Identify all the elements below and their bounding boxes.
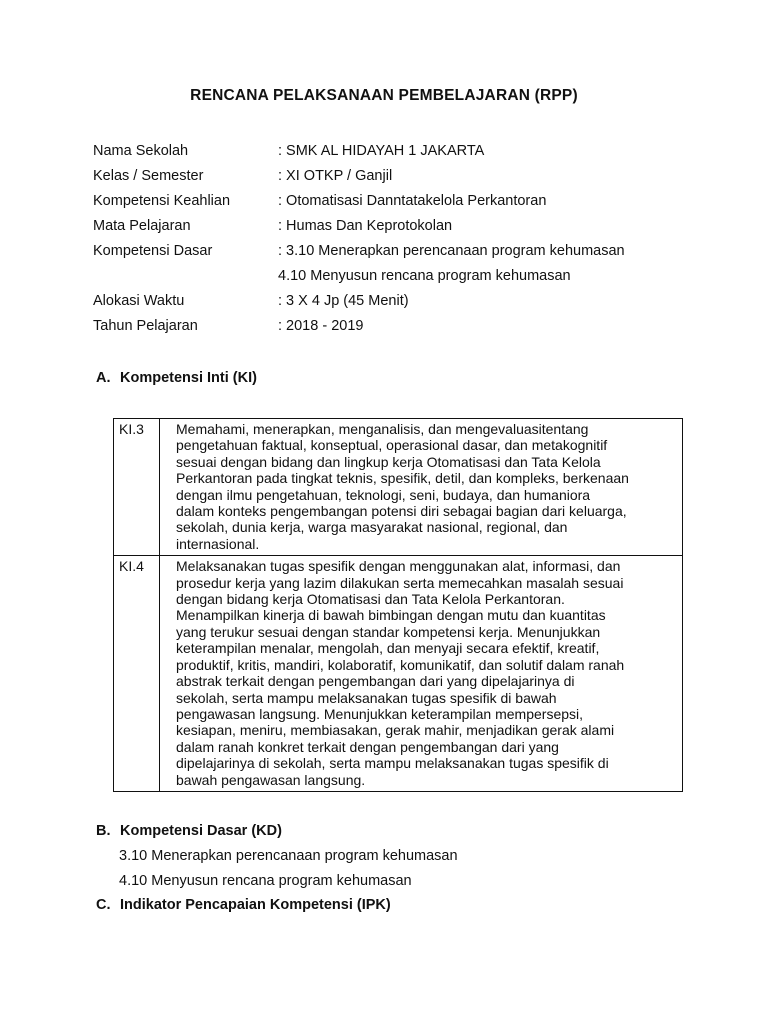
ki-line: yang terukur sesuai dengan standar kompetensi kerja. Menunjukkan — [176, 623, 601, 640]
ki-line: internasional. — [176, 535, 260, 552]
ki-line: dalam konteks pengembangan potensi diri sebagai bagian dari keluarga, — [176, 503, 627, 520]
info-label — [93, 266, 278, 291]
info-label: Kelas / Semester — [93, 168, 204, 184]
info-value: : 3.10 Menerapkan perencanaan program kehumasan — [278, 243, 625, 259]
ki-code-cell: KI.3 — [114, 419, 160, 556]
ki-line: produktif, kritis, mandiri, kolaboratif, komunikatif, dan solutif dalam ranah — [176, 656, 625, 673]
ki-description-cell — [160, 556, 683, 792]
core-competence-table — [113, 418, 683, 792]
section-letter: A. — [96, 370, 111, 386]
kd-item: 3.10 Menerapkan perencanaan program kehumasan — [119, 848, 458, 864]
ki-description-cell — [160, 419, 683, 556]
identity-info-block — [93, 141, 693, 341]
ki-line: Melaksanakan tugas spesifik dengan menggunakan alat, informasi, dan — [176, 558, 621, 575]
ki-line: bawah pengawasan langsung. — [176, 771, 366, 788]
info-row-subject — [93, 216, 693, 241]
info-label: Kompetensi Keahlian — [93, 193, 231, 209]
info-row-class-semester — [93, 166, 693, 191]
ki-line: sekolah, serta mampu melaksanakan tugas spesifik di bawah — [176, 689, 557, 706]
info-row-basic-competence — [93, 241, 693, 266]
info-value: : 3 X 4 Jp (45 Menit) — [278, 293, 409, 309]
ki-line: dengan ilmu pengetahuan, teknologi, seni, budaya, dan humaniora — [176, 486, 591, 503]
info-value: : Humas Dan Keprotokolan — [278, 218, 453, 234]
info-label: Tahun Pelajaran — [93, 318, 198, 334]
info-row-expertise — [93, 191, 693, 216]
section-title: Indikator Pencapaian Kompetensi (IPK) — [120, 897, 391, 913]
ki-code-cell: KI.4 — [114, 556, 160, 792]
info-label: Kompetensi Dasar — [93, 243, 213, 259]
ki-line: sekolah, dunia kerja, warga masyarakat nasional, regional, dan — [176, 519, 568, 536]
ki-line: Memahami, menerapkan, menganalisis, dan mengevaluasitentang — [176, 421, 589, 437]
document-title: RENCANA PELAKSANAAN PEMBELAJARAN (RPP) — [190, 87, 578, 104]
ki-line: dalam ranah konkret terkait dengan pengembangan dari yang — [176, 738, 559, 755]
info-row-academic-year — [93, 316, 693, 341]
info-value: : SMK AL HIDAYAH 1 JAKARTA — [278, 143, 485, 159]
ki-line: keterampilan menalar, mengolah, dan menyaji secara efektif, kreatif, — [176, 640, 600, 657]
section-title: Kompetensi Dasar (KD) — [120, 823, 282, 839]
section-c-heading — [96, 897, 391, 913]
ki-line: Perkantoran pada tingkat teknis, spesifik, detil, dan kompleks, berkenaan — [176, 470, 629, 487]
ki-line: pengawasan langsung. Menunjukkan keterampilan mempersepsi, — [176, 705, 584, 722]
info-label: Alokasi Waktu — [93, 293, 185, 309]
section-b-heading — [96, 823, 282, 839]
ki-line: pengetahuan faktual, konseptual, operasional dasar, dan metakognitif — [176, 437, 608, 454]
info-value: : XI OTKP / Ganjil — [278, 168, 393, 184]
info-value: : Otomatisasi Danntatakelola Perkantoran — [278, 193, 547, 209]
ki-line: prosedur kerja yang lazim dilakukan serta memecahkan masalah sesuai — [176, 574, 624, 591]
info-label: Mata Pelajaran — [93, 218, 191, 234]
kd-item: 4.10 Menyusun rencana program kehumasan — [119, 873, 412, 889]
section-title: Kompetensi Inti (KI) — [120, 370, 257, 386]
ki-line: dengan bidang kerja Otomatisasi dan Tata Kelola Perkantoran. — [176, 591, 565, 608]
table-row — [114, 556, 683, 792]
info-row-school — [93, 141, 693, 166]
ki-line: abstrak terkait dengan pengembangan dari yang dipelajarinya di — [176, 673, 575, 690]
info-label: Nama Sekolah — [93, 143, 189, 159]
section-letter: C. — [96, 897, 111, 913]
section-a-heading — [96, 370, 257, 386]
table-row — [114, 419, 683, 556]
ki-line: Menampilkan kinerja di bawah bimbingan dengan mutu dan kuantitas — [176, 607, 606, 624]
info-row-basic-competence-2 — [93, 266, 693, 291]
info-value: : 2018 - 2019 — [278, 318, 364, 334]
ki-line: kesiapan, meniru, membiasakan, gerak mahir, menjadikan gerak alami — [176, 722, 615, 739]
ki-line: dipelajarinya di sekolah, serta mampu melaksanakan tugas spesifik di — [176, 755, 609, 772]
ki-line: sesuai dengan bidang dan lingkup kerja Otomatisasi dan Tata Kelola — [176, 453, 601, 470]
section-letter: B. — [96, 823, 111, 839]
info-row-time-allocation — [93, 291, 693, 316]
info-value: 4.10 Menyusun rencana program kehumasan — [278, 268, 571, 284]
